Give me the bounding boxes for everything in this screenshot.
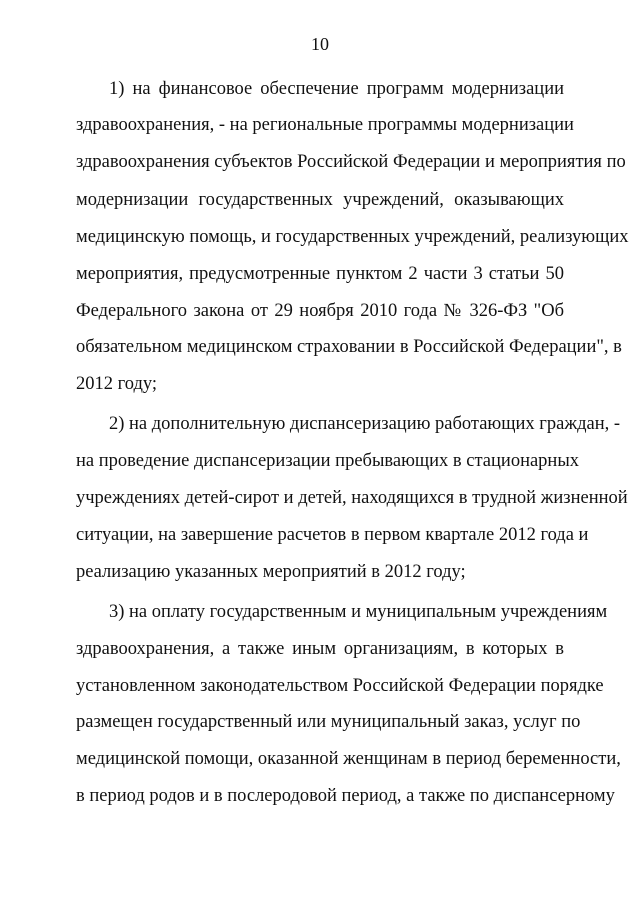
paragraph-1-line-2: здравоохранения, - на региональные программы модернизации bbox=[76, 115, 574, 135]
paragraph-1-line-9: 2012 году; bbox=[76, 374, 158, 394]
paragraph-2-line-1: 2) на дополнительную диспансеризацию работающих граждан, - bbox=[109, 414, 621, 434]
paragraph-2-line-4: ситуации, на завершение расчетов в первом квартале 2012 года и bbox=[76, 525, 589, 545]
paragraph-2-line-3: учреждениях детей-сирот и детей, находящихся в трудной жизненной bbox=[76, 488, 628, 508]
paragraph-1-line-6: мероприятия, предусмотренные пунктом 2 части 3 статьи 50 bbox=[76, 264, 564, 284]
paragraph-1-line-4: модернизации государственных учреждений, оказывающих bbox=[76, 190, 564, 210]
paragraph-2-line-5: реализацию указанных мероприятий в 2012 году; bbox=[76, 562, 466, 582]
paragraph-1-line-8: обязательном медицинском страховании в Российской Федерации", в bbox=[76, 337, 622, 357]
paragraph-3-line-1: 3) на оплату государственным и муниципальным учреждениям bbox=[109, 602, 608, 622]
paragraph-3-line-3: установленном законодательством Российской Федерации порядке bbox=[76, 676, 604, 696]
paragraph-3-line-2: здравоохранения, а также иным организациям, в которых в bbox=[76, 639, 564, 659]
paragraph-3-line-4: размещен государственный или муниципальный заказ, услуг по bbox=[76, 712, 581, 732]
paragraph-1-line-1: 1) на финансовое обеспечение программ модернизации bbox=[109, 79, 564, 99]
paragraph-1-line-3: здравоохранения субъектов Российской Федерации и мероприятия по bbox=[76, 152, 626, 172]
paragraph-2-line-2: на проведение диспансеризации пребывающих в стационарных bbox=[76, 451, 580, 471]
paragraph-1-line-5: медицинскую помощь, и государственных учреждений, реализующих bbox=[76, 227, 629, 247]
paragraph-3-line-5: медицинской помощи, оказанной женщинам в период беременности, bbox=[76, 749, 621, 769]
page-number: 10 bbox=[311, 34, 329, 54]
paragraph-3-line-6: в период родов и в послеродовой период, а также по диспансерному bbox=[76, 786, 615, 806]
paragraph-1-line-7: Федерального закона от 29 ноября 2010 года № 326-ФЗ "Об bbox=[76, 301, 564, 321]
